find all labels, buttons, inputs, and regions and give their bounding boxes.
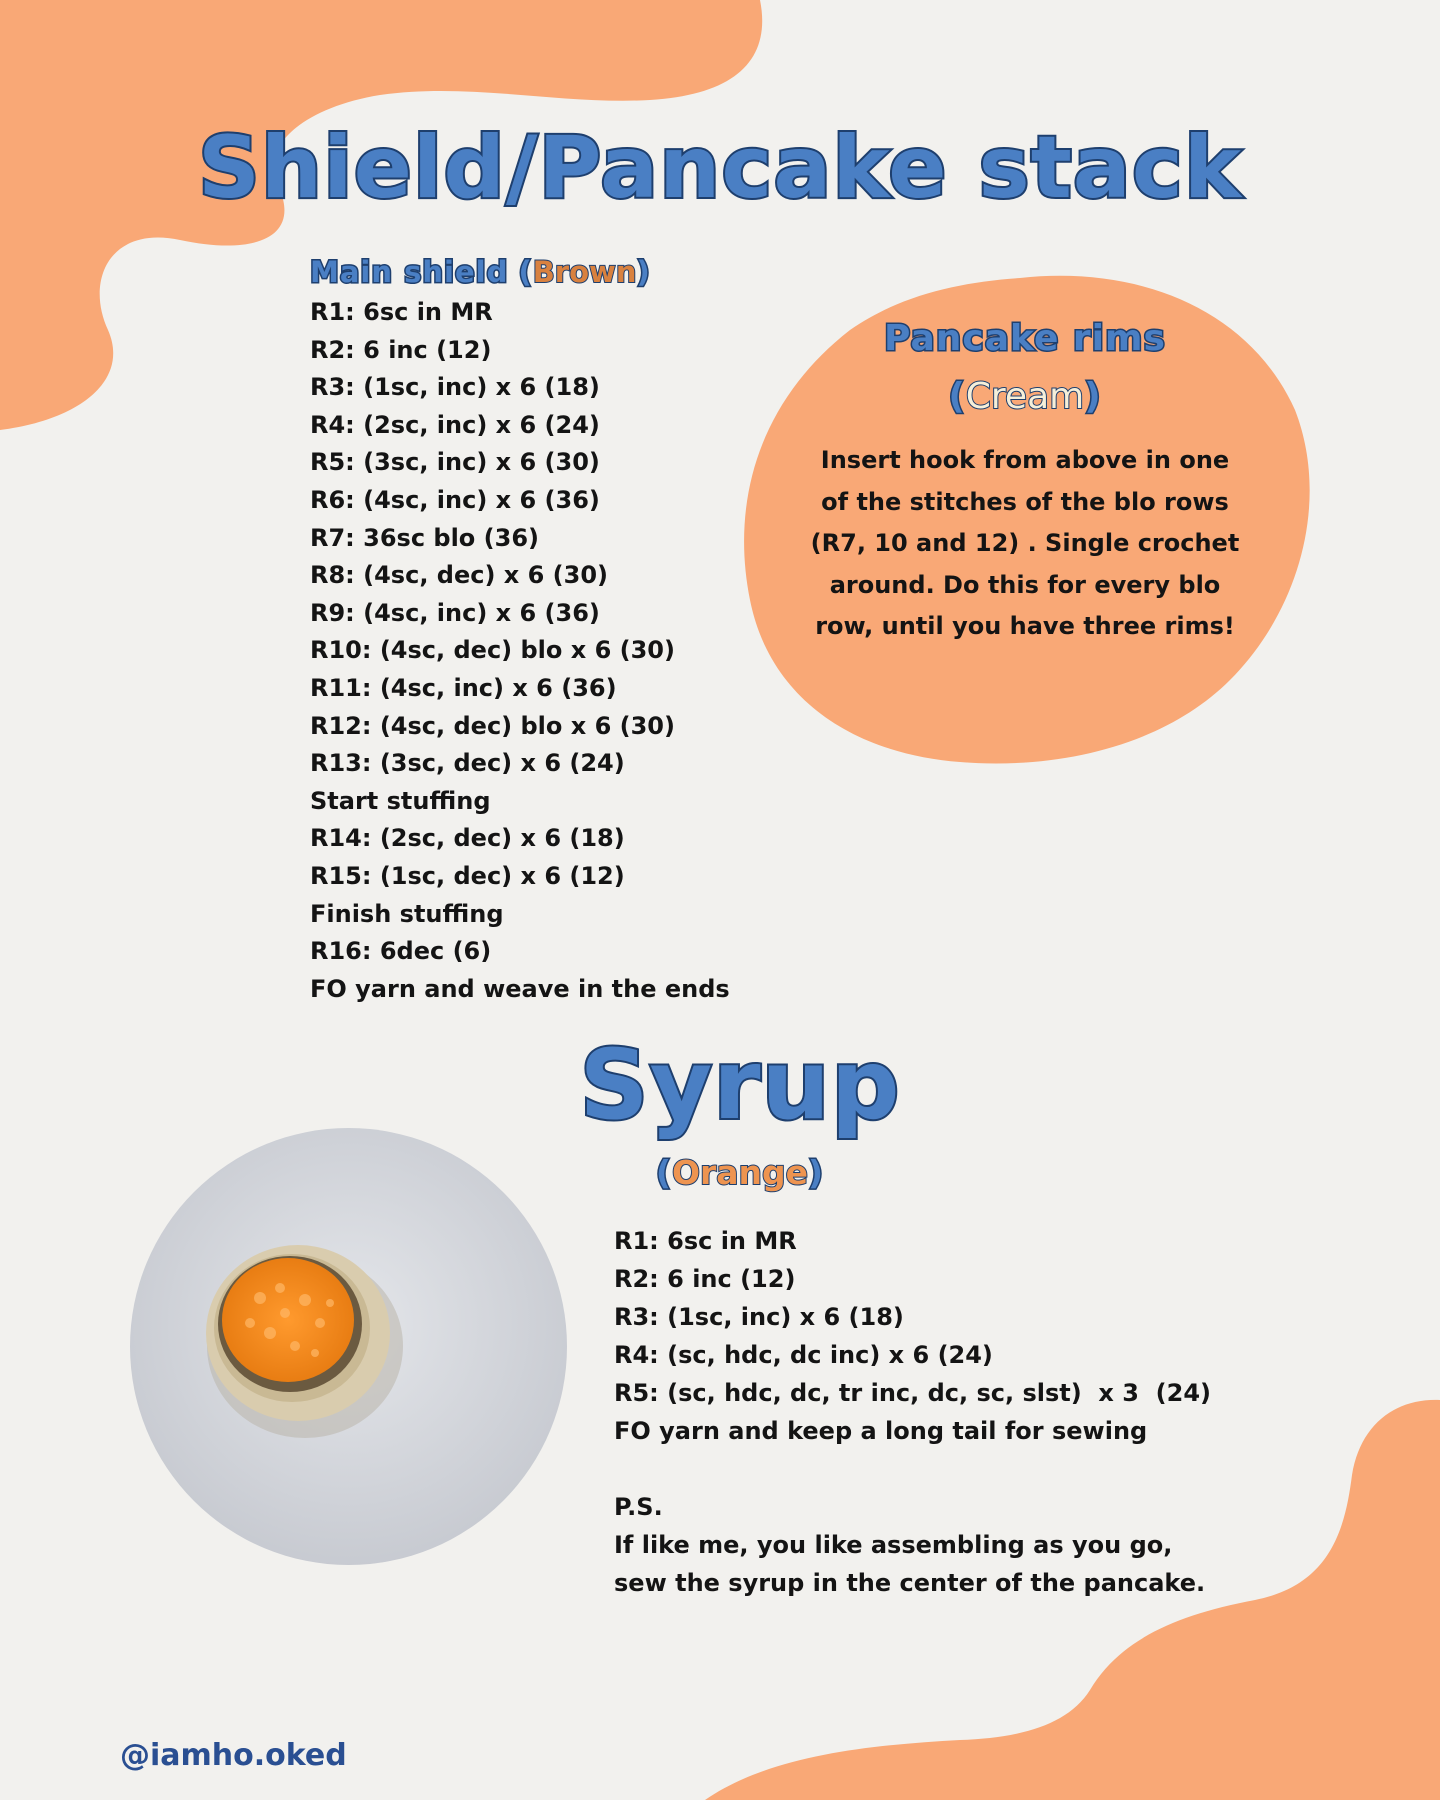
- spacer: [614, 1450, 1211, 1488]
- pattern-row: R4: (sc, hdc, dc inc) x 6 (24): [614, 1341, 993, 1369]
- pancake-photo: [130, 1128, 567, 1565]
- ps-line: If like me, you like assembling as you go,: [614, 1531, 1173, 1559]
- pattern-row: FO yarn and weave in the ends: [310, 974, 730, 1003]
- pattern-row: R12: (4sc, dec) blo x 6 (30): [310, 711, 675, 740]
- pattern-row: R5: (sc, hdc, dc, tr inc, dc, sc, slst) x 3 (24): [614, 1379, 1211, 1407]
- pancake-rims-color-line: [745, 368, 1305, 426]
- syrup-color-word: Orange: [671, 1153, 809, 1192]
- pattern-row: R3: (1sc, inc) x 6 (18): [310, 373, 600, 402]
- pattern-row: Finish stuffing: [310, 899, 504, 928]
- pancake-rims-heading: [745, 310, 1305, 426]
- pattern-row: R8: (4sc, dec) x 6 (30): [310, 561, 609, 590]
- main-shield-close-paren: ): [636, 255, 651, 289]
- pattern-row: R4: (2sc, inc) x 6 (24): [310, 410, 600, 439]
- social-handle: @iamho.oked: [120, 1738, 347, 1773]
- main-shield-section: [310, 250, 730, 1008]
- page-title: Shield/Pancake stack: [197, 118, 1243, 218]
- pattern-row: R3: (1sc, inc) x 6 (18): [614, 1303, 904, 1331]
- pattern-row: R10: (4sc, dec) blo x 6 (30): [310, 636, 675, 665]
- rims-open-paren: (: [948, 376, 966, 417]
- pattern-row: R5: (3sc, inc) x 6 (30): [310, 448, 600, 477]
- main-shield-open-paren: (: [518, 255, 533, 289]
- main-shield-color-word: Brown: [532, 255, 637, 289]
- pattern-row: R2: 6 inc (12): [614, 1265, 796, 1293]
- rims-close-paren: ): [1084, 376, 1102, 417]
- pattern-row: R11: (4sc, inc) x 6 (36): [310, 673, 617, 702]
- pattern-row: R13: (3sc, dec) x 6 (24): [310, 749, 625, 778]
- pancake-rims-heading-text: Pancake rims: [884, 318, 1166, 359]
- pancake-rims-section: [745, 310, 1305, 648]
- pattern-row: R1: 6sc in MR: [614, 1227, 797, 1255]
- pattern-row: R9: (4sc, inc) x 6 (36): [310, 598, 600, 627]
- syrup-color-line: [560, 1148, 920, 1198]
- main-shield-heading: [310, 250, 730, 294]
- syrup-close-paren: ): [808, 1153, 825, 1192]
- pattern-row: Start stuffing: [310, 786, 491, 815]
- syrup-heading: Syrup: [579, 1029, 901, 1141]
- syrup-open-paren: (: [655, 1153, 672, 1192]
- pancake-photo-illustration: [130, 1128, 567, 1565]
- pattern-row: R1: 6sc in MR: [310, 298, 493, 326]
- syrup-topping: [222, 1258, 354, 1382]
- pancake-rims-color-word: Cream: [965, 376, 1085, 417]
- pattern-row: R15: (1sc, dec) x 6 (12): [310, 861, 625, 890]
- main-shield-heading-text: Main shield: [310, 255, 509, 289]
- pattern-row: R7: 36sc blo (36): [310, 523, 539, 552]
- syrup-pattern: [614, 1222, 1211, 1602]
- pattern-row: FO yarn and keep a long tail for sewing: [614, 1417, 1148, 1445]
- pattern-row: R6: (4sc, inc) x 6 (36): [310, 485, 600, 514]
- pattern-row: R2: 6 inc (12): [310, 335, 492, 364]
- pattern-row: R14: (2sc, dec) x 6 (18): [310, 824, 625, 853]
- ps-line: sew the syrup in the center of the pancake.: [614, 1569, 1206, 1597]
- pattern-row: R16: 6dec (6): [310, 937, 492, 966]
- ps-label: P.S.: [614, 1493, 663, 1521]
- pancake-rims-instructions: Insert hook from above in one of the stitches of the blo rows (R7, 10 and 12) . Single crochet around. Do this for every blo row, until you have three rims!: [810, 446, 1240, 640]
